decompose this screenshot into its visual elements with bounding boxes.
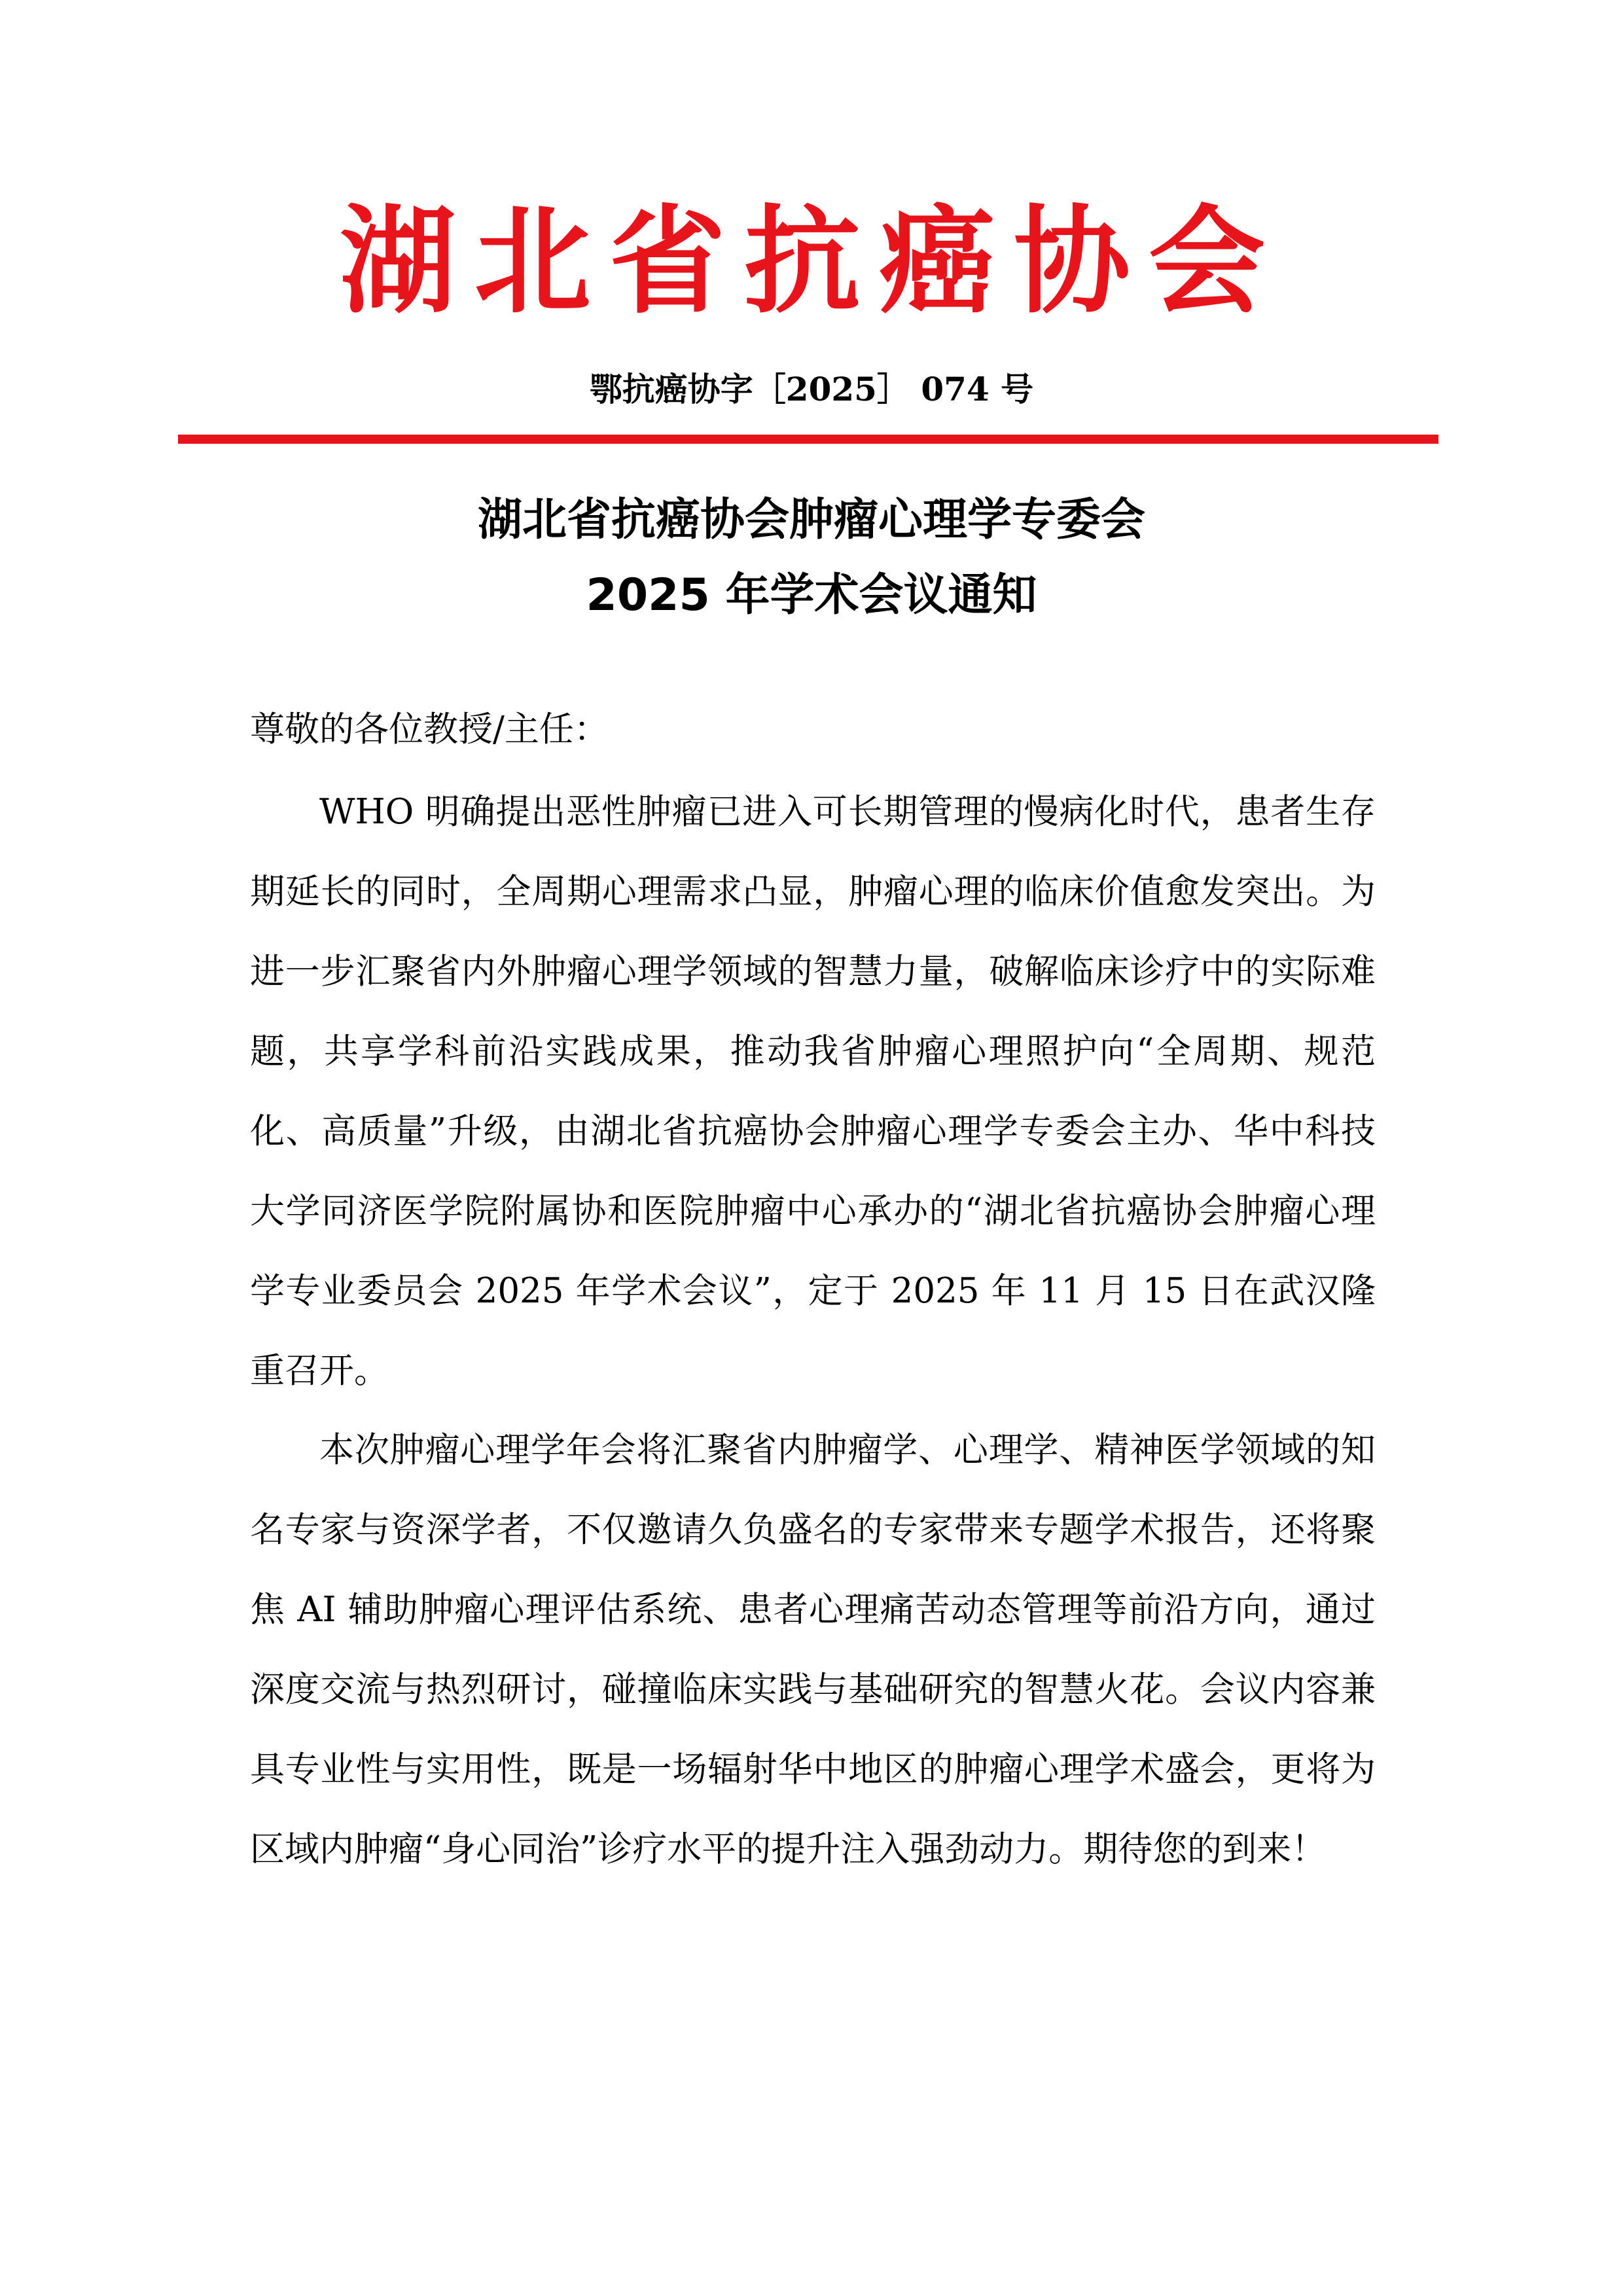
document-number: 鄂抗癌协字［2025］ 074 号 (589, 370, 1034, 408)
organization-title: 湖北省抗癌协会 (340, 194, 1283, 329)
body-paragraph: WHO 明确提出恶性肿瘤已进入可长期管理的慢病化时代，患者生存期延长的同时，全周期心理需求凸显，肿瘤心理的临床价值愈发突出。为进一步汇聚省内外肿瘤心理学领域的智慧力量，破解临床诊疗中的实际难题，共享学科前沿实践成果，推动我省肿瘤心理照护向“全周期、规范化、高质量”升级，由湖北省抗癌协会肿瘤心理学专委会主办、华中科技大学同济医学院附属协和医院肿瘤中心承办的“湖北省抗癌协会肿瘤心理学专业委员会 2025 年学术会议”，定于 2025 年 11 月 15 日在武汉隆重召开。 (250, 792, 1376, 1391)
body-paragraph: 本次肿瘤心理学年会将汇聚省内肿瘤学、心理学、精神医学领域的知名专家与资深学者，不仅邀请久负盛名的专家带来专题学术报告，还将聚焦 AI 辅助肿瘤心理评估系统、患者心理痛苦动态管理等前沿方向，通过深度交流与热烈研讨，碰撞临床实践与基础研究的智慧火花。会议内容兼具专业性与实用性，既是一场辐射华中地区的肿瘤心理学术盛会，更将为区域内肿瘤“身心同治”诊疗水平的提升注入强劲动力。期待您的到来！ (250, 1430, 1376, 1869)
salutation: 尊敬的各位教授/主任： (250, 709, 609, 749)
red-header-rule (178, 435, 1438, 444)
notice-title-line2: 2025 年学术会议通知 (586, 569, 1037, 621)
notice-title-line1: 湖北省抗癌协会肿瘤心理学专委会 (477, 494, 1145, 546)
